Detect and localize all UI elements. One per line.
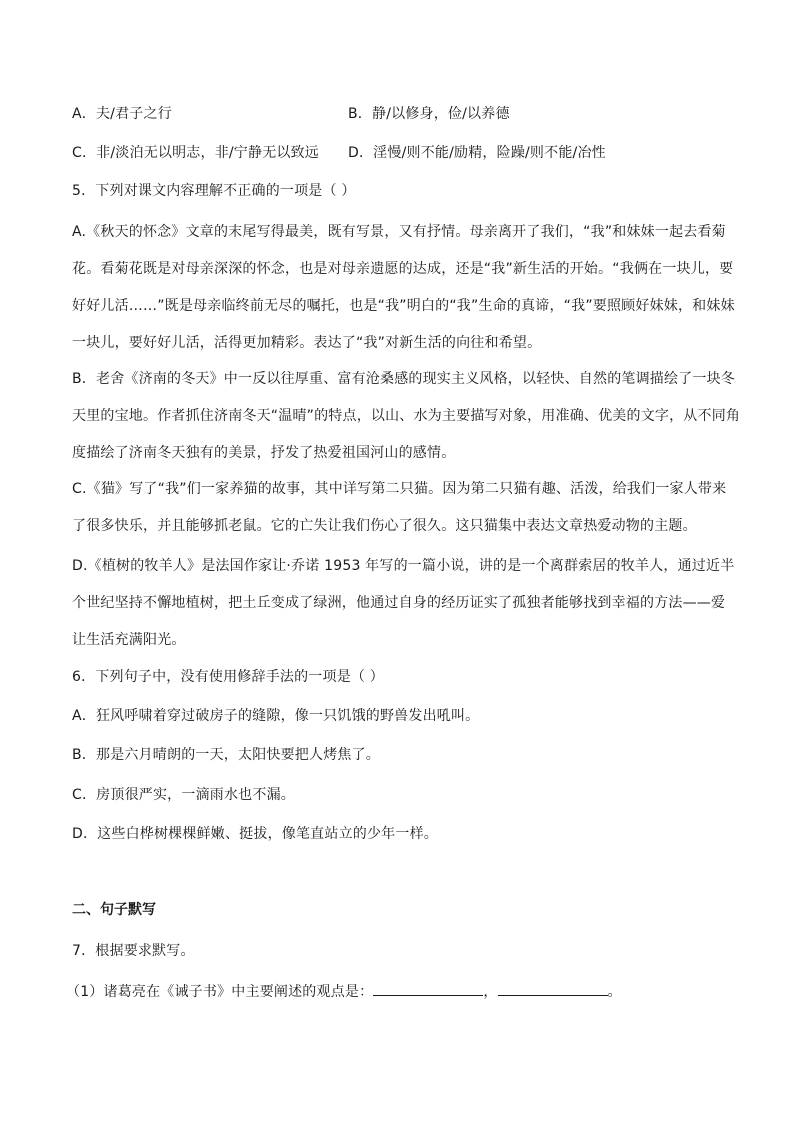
text-line: D.《植树的牧羊人》是法国作家让·乔诺 1953 年写的一篇小说，讲的是一个离群索居的牧羊人，通过近半 <box>72 558 735 574</box>
text-line: B．老舍《济南的冬天》中一反以往厚重、富有沧桑感的现实主义风格，以轻快、自然的笔调描绘了一块冬 <box>72 371 736 387</box>
answer-blank-1[interactable] <box>373 983 483 996</box>
q4-option-c: C．非/淡泊无以明志，非/宁静无以致远 <box>72 145 320 161</box>
q4-option-d: D．淫慢/则不能/励精，险躁/则不能/冶性 <box>348 145 606 161</box>
text-line: 好好儿活……”既是母亲临终前无尽的嘱托，也是“我”明白的“我”生命的真谛，“我”要照顾好妹妹，和妹妹 <box>72 298 735 314</box>
q5-option-b <box>72 369 741 480</box>
q6-option-b: B．那是六月晴朗的一天，太阳快要把人烤焦了。 <box>72 747 381 763</box>
text-line: 度描绘了济南冬天独有的美景，抒发了热爱祖国河山的感情。 <box>72 445 456 461</box>
q4-option-b: B．静/以修身，俭/以养德 <box>348 106 510 122</box>
q6-stem: 6．下列句子中，没有使用修辞手法的一项是（ ） <box>72 669 384 685</box>
text-line: 一块儿，要好好儿活，活得更加精彩。表达了“我”对新生活的向往和希望。 <box>72 335 542 351</box>
separator-comma: ， <box>483 984 498 1000</box>
text-line: C.《猫》写了“我”们一家养猫的故事，其中详写第二只猫。因为第二只猫有趣、活泼，给我们一家人带来 <box>72 481 727 497</box>
q7-1-line <box>66 982 726 1002</box>
text-line: 天里的宝地。作者抓住济南冬天“温晴”的特点，以山、水为主要描写对象，用准确、优美的文字，从不同角 <box>72 408 741 424</box>
q5-option-d <box>72 556 735 667</box>
text-line: 了很多快乐，并且能够抓老鼠。它的亡失让我们伤心了很久。这只猫集中表达文章热爱动物的主题。 <box>72 518 697 534</box>
answer-blank-2[interactable] <box>498 983 608 996</box>
q5-option-c <box>72 479 732 553</box>
q6-option-c: C．房顶很严实，一滴雨水也不漏。 <box>72 787 295 803</box>
q7-stem: 7．根据要求默写。 <box>72 943 195 959</box>
text-line: A.《秋天的怀念》文章的末尾写得最美，既有写景，又有抒情。母亲离开了我们，“我”和妹妹一起去看菊 <box>72 224 726 240</box>
q4-option-a: A．夫/君子之行 <box>72 106 172 122</box>
q7-1-prompt: （1）诸葛亮在《诫子书》中主要阐述的观点是： <box>66 984 374 1000</box>
text-line: 花。看菊花既是对母亲深深的怀念，也是对母亲遗愿的达成，还是“我”新生活的开始。“我俩在一块儿，要 <box>72 261 734 277</box>
text-line: 个世纪坚持不懈地植树，把土丘变成了绿洲，他通过自身的经历证实了孤独者能够找到幸福的方法——爱 <box>72 595 726 611</box>
section-heading: 二、句子默写 <box>72 902 156 918</box>
q5-option-a <box>72 222 735 370</box>
text-line: 让生活充满阳光。 <box>72 632 186 648</box>
q5-stem: 5．下列对课文内容理解不正确的一项是（ ） <box>72 183 356 199</box>
q6-option-d: D．这些白桦树棵棵鲜嫩、挺拔，像笔直站立的少年一样。 <box>72 826 438 842</box>
q6-option-a: A．狂风呼啸着穿过破房子的缝隙，像一只饥饿的野兽发出吼叫。 <box>72 708 480 724</box>
end-period: 。 <box>607 984 622 1000</box>
